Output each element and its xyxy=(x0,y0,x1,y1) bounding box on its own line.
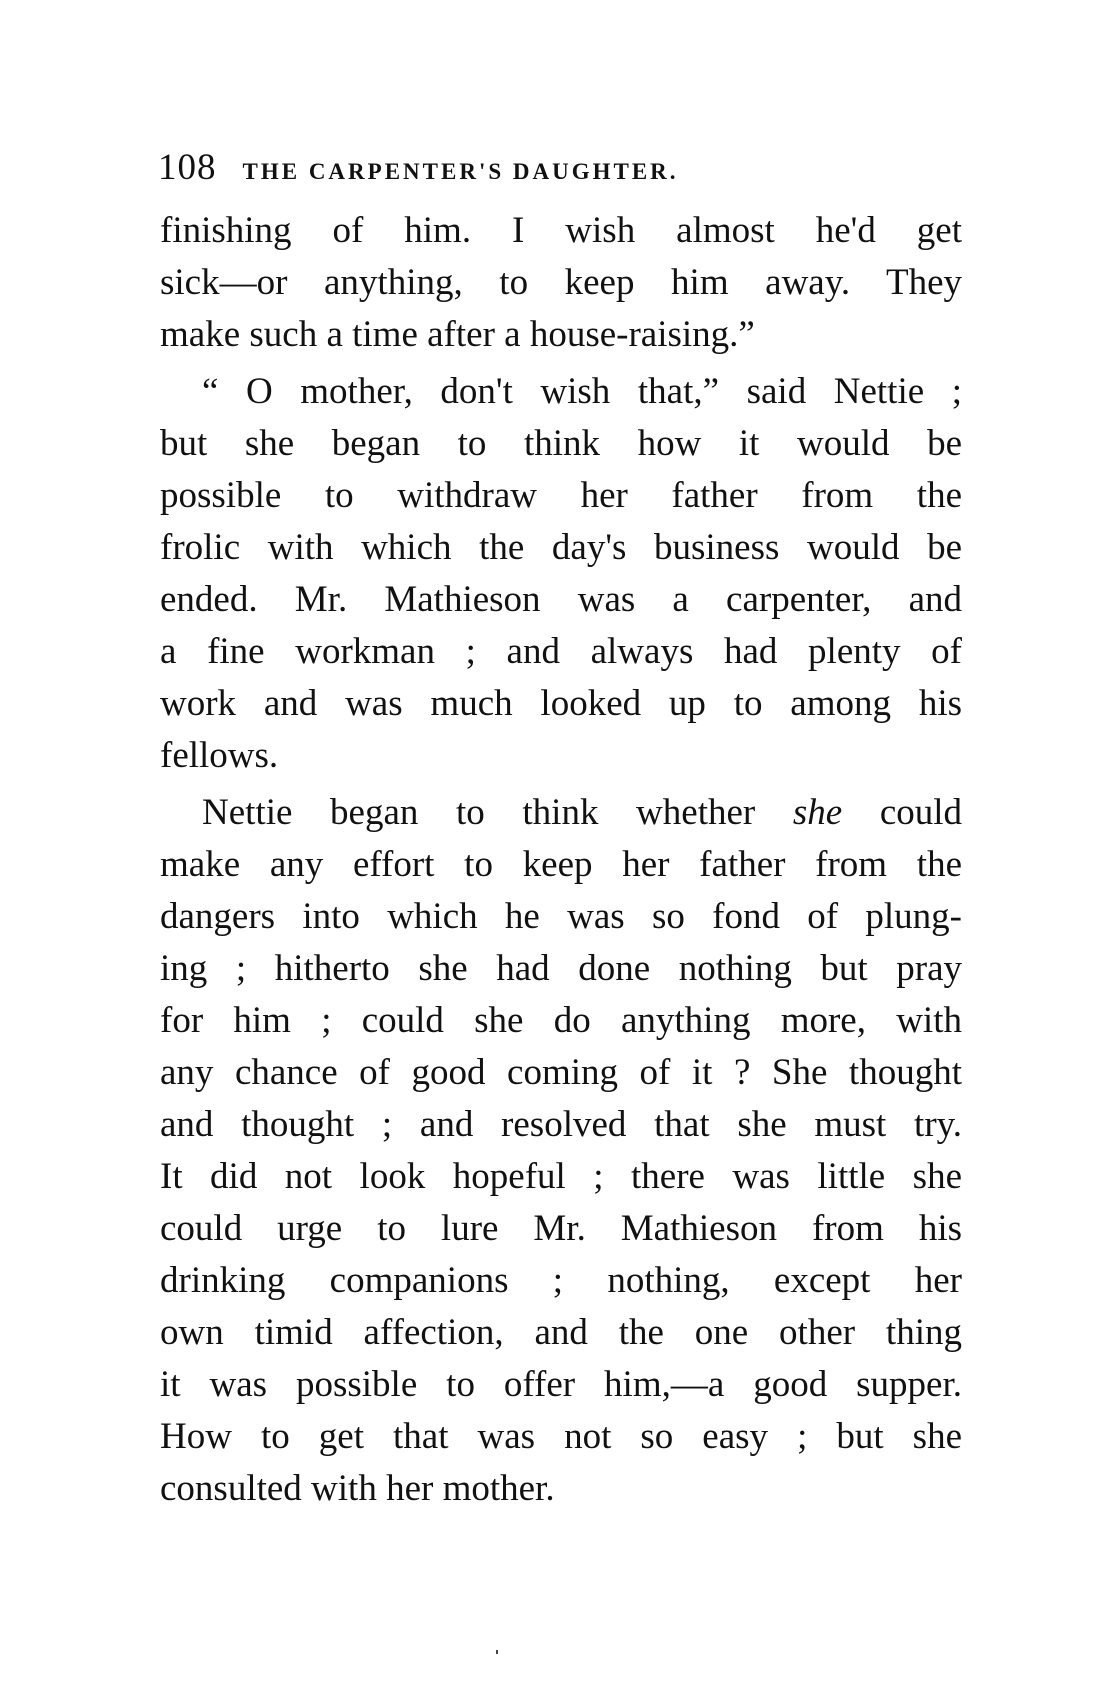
text-line: and thought ; and resolved that she must try. xyxy=(160,1104,962,1145)
running-title: THE CARPENTER'S DAUGHTER. xyxy=(242,159,679,184)
page-number: 108 xyxy=(158,147,217,188)
paragraph-start-line xyxy=(160,787,962,839)
text-line: a fine workman ; and always had plenty of xyxy=(160,631,962,672)
text-line: but she began to think how it would be xyxy=(160,423,962,464)
text-line: How to get that was not so easy ; but she xyxy=(160,1416,962,1457)
text-line: frolic with which the day's business would be xyxy=(160,527,962,568)
text-line: drinking companions ; nothing, except her xyxy=(160,1260,962,1301)
text-line: make such a time after a house-raising.” xyxy=(160,314,755,355)
text-line: dangers into which he was so fond of plung- xyxy=(160,896,962,937)
text-line: for him ; could she do anything more, with xyxy=(160,1000,962,1041)
text-line: any chance of good coming of it ? She thought xyxy=(160,1052,962,1093)
text-line: sick—or anything, to keep him away. They xyxy=(160,262,962,303)
text-line: own timid affection, and the one other thing xyxy=(160,1312,962,1353)
text-line: ended. Mr. Mathieson was a carpenter, and xyxy=(160,579,962,620)
text-segment: Nettie began to think whether xyxy=(202,792,756,833)
paragraph-start-line: “ O mother, don't wish that,” said Nettie ; xyxy=(202,371,962,412)
text-line: finishing of him. I wish almost he'd get xyxy=(160,210,962,251)
text-line: make any effort to keep her father from the xyxy=(160,844,962,885)
text-line: could urge to lure Mr. Mathieson from his xyxy=(160,1208,962,1249)
body-text xyxy=(160,205,962,1515)
text-segment: could xyxy=(879,792,963,833)
text-line: ing ; hitherto she had done nothing but pray xyxy=(160,948,962,989)
emphasized-word: she xyxy=(792,792,843,833)
text-line: it was possible to offer him,—a good supper. xyxy=(160,1364,962,1405)
text-line: work and was much looked up to among his xyxy=(160,683,962,724)
text-line: It did not look hopeful ; there was little she xyxy=(160,1156,962,1197)
text-line: fellows. xyxy=(160,735,279,776)
text-line: consulted with her mother. xyxy=(160,1468,555,1509)
page-header xyxy=(158,146,878,194)
print-speck xyxy=(496,1650,498,1654)
text-line: possible to withdraw her father from the xyxy=(160,475,962,516)
